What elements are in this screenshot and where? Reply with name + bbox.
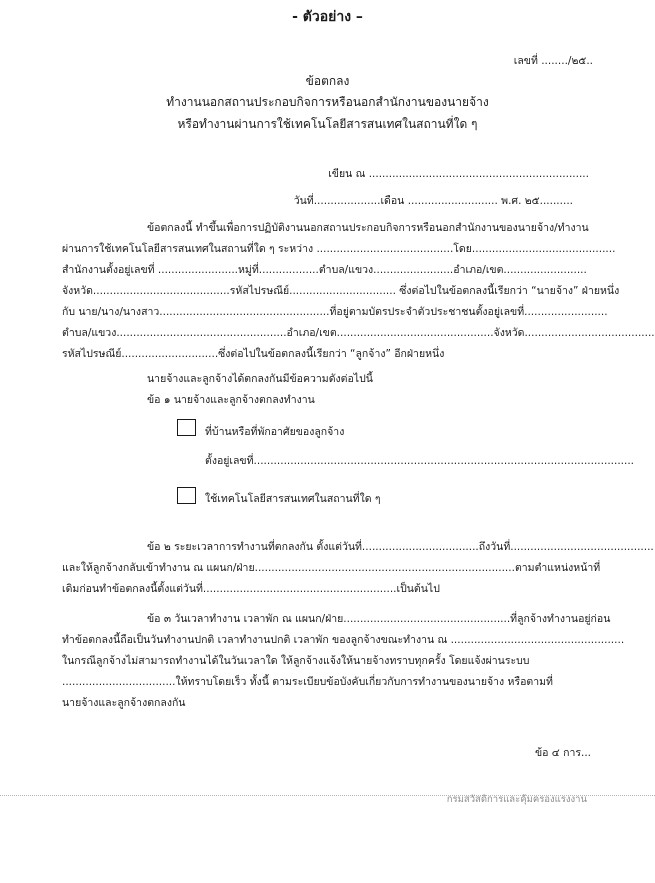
home-option-label: ที่บ้านหรือที่พักอาศัยของลูกจ้าง: [205, 426, 345, 438]
clause-3-line: ในกรณีลูกจ้างไม่สามารถทำงานได้ในวันเวลาใด ให้ลูกจ้างแจ้งให้นายจ้างทราบทุกครั้ง โดยแจ้งผ่านระบบ: [62, 655, 530, 667]
party-line: จังหวัด.........................................รหัสไปรษณีย์................................ ซึ่งต่อไปในข้อตกลงนี้เรียกว่า “นายจ้าง” ฝ่ายหนึ่ง: [62, 285, 620, 297]
clause-3-line: ทำข้อตกลงนี้ถือเป็นวันทำงานปกติ เวลาทำงานปกติ เวลาพัก ของลูกจ้างขณะทำงาน ณ ....................................................: [62, 634, 625, 646]
it-option-label: ใช้เทคโนโลยีสารสนเทศในสถานที่ใด ๆ: [205, 493, 381, 505]
sample-label: - ตัวอย่าง –: [292, 9, 363, 25]
party-line: ตำบล/แขวง...................................................อำเภอ/เขต...............................................จังหวัด.......................................: [62, 327, 655, 339]
written-at-field: เขียน ณ ..................................................................: [328, 168, 589, 180]
party-line: รหัสไปรษณีย์.............................ซึ่งต่อไปในข้อตกลงนี้เรียกว่า “ลูกจ้าง” อีกฝ่ายหนึ่ง: [62, 348, 445, 360]
home-option-checkbox[interactable]: [177, 419, 196, 436]
document-subtitle-1: ทำงานนอกสถานประกอบกิจการหรือนอกสำนักงานของนายจ้าง: [166, 95, 489, 109]
clause-2-line: และให้ลูกจ้างกลับเข้าทำงาน ณ แผนก/ฝ่าย..............................................................................ตามตำแหน่งหน้าที่: [62, 562, 601, 574]
document-title: ข้อตกลง: [305, 74, 350, 88]
clause-3-line: นายจ้างและลูกจ้างตกลงกัน: [62, 697, 186, 709]
it-option-checkbox[interactable]: [177, 487, 196, 504]
continuation-note: ข้อ ๔ การ...: [534, 747, 591, 759]
clause-3-line: ..................................ให้ทราบโดยเร็ว ทั้งนี้ ตามระเบียบข้อบังคับเกี่ยวกับการทำงานของนายจ้าง หรือตามที่: [62, 676, 553, 688]
agreement-intro: นายจ้างและลูกจ้างได้ตกลงกันมีข้อความดังต่อไปนี้: [147, 373, 373, 385]
party-line: กับ นาย/นาง/นางสาว...................................................ที่อยู่ตามบัตรประจำตัวประชาชนตั้งอยู่เลขที่.........................: [62, 306, 608, 318]
clause-1-heading: ข้อ ๑ นายจ้างและลูกจ้างตกลงทำงาน: [147, 394, 315, 406]
document-number: เลขที่ ......../๒๕..: [513, 55, 593, 67]
party-line: สำนักงานตั้งอยู่เลขที่ ........................หมู่ที่..................ตำบล/แขวง........................อำเภอ/เขต.........................: [62, 264, 587, 276]
clause-3-line: ข้อ ๓ วันเวลาทำงาน เวลาพัก ณ แผนก/ฝ่าย..................................................ที่ลูกจ้างทำงานอยู่ก่อน: [147, 613, 611, 625]
clause-2-line: เดิมก่อนทำข้อตกลงนี้ตั้งแต่วันที่..........................................................เป็นต้นไป: [62, 583, 440, 595]
date-field: วันที่....................เดือน ........................... พ.ศ. ๒๕..........: [293, 195, 573, 207]
document-subtitle-2: หรือทำงานผ่านการใช้เทคโนโลยีสารสนเทศในสถานที่ใด ๆ: [177, 117, 478, 131]
footer-department: กรมสวัสดิการและคุ้มครองแรงงาน: [446, 794, 587, 805]
clause-2-line: ข้อ ๒ ระยะเวลาการทำงานที่ตกลงกัน ตั้งแต่วันที่...................................ถึงวันที่...........................................: [147, 541, 654, 553]
home-address-field: ตั้งอยู่เลขที่..................................................................................................................: [205, 455, 635, 467]
party-line: ผ่านการใช้เทคโนโลยีสารสนเทศในสถานที่ใด ๆ ระหว่าง .........................................โดย...........................................: [62, 243, 616, 255]
party-line: ข้อตกลงนี้ ทำขึ้นเพื่อการปฏิบัติงานนอกสถานประกอบกิจการหรือนอกสำนักงานของนายจ้าง/ทำงาน: [147, 222, 589, 234]
